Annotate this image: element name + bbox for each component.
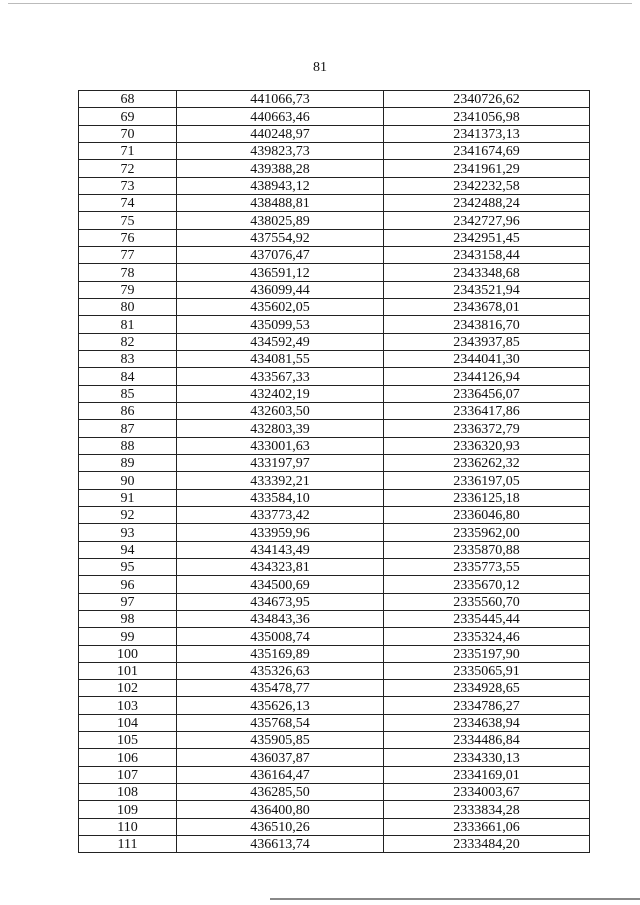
x-coordinate-cell: 435602,05 xyxy=(177,298,384,315)
x-coordinate-cell: 435008,74 xyxy=(177,628,384,645)
point-number-cell: 102 xyxy=(79,680,177,697)
x-coordinate-cell: 434592,49 xyxy=(177,333,384,350)
table-row xyxy=(79,229,590,246)
table-row xyxy=(79,610,590,627)
point-number-cell: 80 xyxy=(79,298,177,315)
point-number-cell: 72 xyxy=(79,160,177,177)
table-row xyxy=(79,454,590,471)
table-row xyxy=(79,680,590,697)
point-number-cell: 81 xyxy=(79,316,177,333)
table-row xyxy=(79,194,590,211)
x-coordinate-cell: 436591,12 xyxy=(177,264,384,281)
y-coordinate-cell: 2333484,20 xyxy=(384,836,590,853)
page-number: 81 xyxy=(313,60,327,75)
y-coordinate-cell: 2335670,12 xyxy=(384,576,590,593)
table-row xyxy=(79,766,590,783)
y-coordinate-cell: 2340726,62 xyxy=(384,91,590,108)
table-row xyxy=(79,316,590,333)
y-coordinate-cell: 2342232,58 xyxy=(384,177,590,194)
table-row xyxy=(79,558,590,575)
point-number-cell: 100 xyxy=(79,645,177,662)
point-number-cell: 110 xyxy=(79,818,177,835)
y-coordinate-cell: 2342727,96 xyxy=(384,212,590,229)
y-coordinate-cell: 2343937,85 xyxy=(384,333,590,350)
table-row xyxy=(79,298,590,315)
x-coordinate-cell: 437554,92 xyxy=(177,229,384,246)
point-number-cell: 69 xyxy=(79,108,177,125)
x-coordinate-cell: 440248,97 xyxy=(177,125,384,142)
x-coordinate-cell: 434323,81 xyxy=(177,558,384,575)
point-number-cell: 106 xyxy=(79,749,177,766)
table-row xyxy=(79,697,590,714)
y-coordinate-cell: 2335560,70 xyxy=(384,593,590,610)
point-number-cell: 93 xyxy=(79,524,177,541)
point-number-cell: 86 xyxy=(79,402,177,419)
x-coordinate-cell: 434843,36 xyxy=(177,610,384,627)
point-number-cell: 105 xyxy=(79,732,177,749)
point-number-cell: 103 xyxy=(79,697,177,714)
y-coordinate-cell: 2344041,30 xyxy=(384,350,590,367)
table-row xyxy=(79,420,590,437)
x-coordinate-cell: 438488,81 xyxy=(177,194,384,211)
x-coordinate-cell: 432603,50 xyxy=(177,402,384,419)
y-coordinate-cell: 2336125,18 xyxy=(384,489,590,506)
coordinates-table xyxy=(78,90,590,853)
point-number-cell: 79 xyxy=(79,281,177,298)
x-coordinate-cell: 433197,97 xyxy=(177,454,384,471)
point-number-cell: 70 xyxy=(79,125,177,142)
table-row xyxy=(79,264,590,281)
point-number-cell: 68 xyxy=(79,91,177,108)
point-number-cell: 85 xyxy=(79,385,177,402)
x-coordinate-cell: 432402,19 xyxy=(177,385,384,402)
x-coordinate-cell: 435478,77 xyxy=(177,680,384,697)
y-coordinate-cell: 2336320,93 xyxy=(384,437,590,454)
x-coordinate-cell: 440663,46 xyxy=(177,108,384,125)
x-coordinate-cell: 435768,54 xyxy=(177,714,384,731)
y-coordinate-cell: 2335962,00 xyxy=(384,524,590,541)
x-coordinate-cell: 434143,49 xyxy=(177,541,384,558)
point-number-cell: 71 xyxy=(79,142,177,159)
y-coordinate-cell: 2336046,80 xyxy=(384,506,590,523)
y-coordinate-cell: 2334330,13 xyxy=(384,749,590,766)
x-coordinate-cell: 435169,89 xyxy=(177,645,384,662)
y-coordinate-cell: 2341373,13 xyxy=(384,125,590,142)
point-number-cell: 107 xyxy=(79,766,177,783)
x-coordinate-cell: 433773,42 xyxy=(177,506,384,523)
x-coordinate-cell: 435099,53 xyxy=(177,316,384,333)
x-coordinate-cell: 435626,13 xyxy=(177,697,384,714)
table-row xyxy=(79,801,590,818)
point-number-cell: 98 xyxy=(79,610,177,627)
y-coordinate-cell: 2335445,44 xyxy=(384,610,590,627)
point-number-cell: 87 xyxy=(79,420,177,437)
y-coordinate-cell: 2336456,07 xyxy=(384,385,590,402)
point-number-cell: 94 xyxy=(79,541,177,558)
table-row xyxy=(79,91,590,108)
table-row xyxy=(79,368,590,385)
x-coordinate-cell: 432803,39 xyxy=(177,420,384,437)
y-coordinate-cell: 2343678,01 xyxy=(384,298,590,315)
table-row xyxy=(79,142,590,159)
y-coordinate-cell: 2343521,94 xyxy=(384,281,590,298)
x-coordinate-cell: 433567,33 xyxy=(177,368,384,385)
point-number-cell: 97 xyxy=(79,593,177,610)
x-coordinate-cell: 436099,44 xyxy=(177,281,384,298)
table-row xyxy=(79,645,590,662)
table-row xyxy=(79,593,590,610)
x-coordinate-cell: 437076,47 xyxy=(177,246,384,263)
x-coordinate-cell: 436400,80 xyxy=(177,801,384,818)
table-row xyxy=(79,836,590,853)
point-number-cell: 92 xyxy=(79,506,177,523)
scan-edge-top xyxy=(8,3,632,4)
table-row xyxy=(79,818,590,835)
coordinates-table-body xyxy=(79,91,590,853)
table-row xyxy=(79,177,590,194)
point-number-cell: 101 xyxy=(79,662,177,679)
table-row xyxy=(79,281,590,298)
x-coordinate-cell: 434081,55 xyxy=(177,350,384,367)
x-coordinate-cell: 435326,63 xyxy=(177,662,384,679)
x-coordinate-cell: 435905,85 xyxy=(177,732,384,749)
y-coordinate-cell: 2336197,05 xyxy=(384,472,590,489)
x-coordinate-cell: 434500,69 xyxy=(177,576,384,593)
table-row xyxy=(79,732,590,749)
table-row xyxy=(79,576,590,593)
point-number-cell: 77 xyxy=(79,246,177,263)
point-number-cell: 75 xyxy=(79,212,177,229)
y-coordinate-cell: 2335870,88 xyxy=(384,541,590,558)
y-coordinate-cell: 2344126,94 xyxy=(384,368,590,385)
x-coordinate-cell: 439823,73 xyxy=(177,142,384,159)
table-row xyxy=(79,749,590,766)
point-number-cell: 74 xyxy=(79,194,177,211)
table-row xyxy=(79,524,590,541)
point-number-cell: 108 xyxy=(79,784,177,801)
table-row xyxy=(79,506,590,523)
x-coordinate-cell: 438943,12 xyxy=(177,177,384,194)
point-number-cell: 83 xyxy=(79,350,177,367)
y-coordinate-cell: 2334928,65 xyxy=(384,680,590,697)
point-number-cell: 104 xyxy=(79,714,177,731)
point-number-cell: 90 xyxy=(79,472,177,489)
y-coordinate-cell: 2343158,44 xyxy=(384,246,590,263)
x-coordinate-cell: 433959,96 xyxy=(177,524,384,541)
y-coordinate-cell: 2334786,27 xyxy=(384,697,590,714)
table-row xyxy=(79,108,590,125)
y-coordinate-cell: 2335197,90 xyxy=(384,645,590,662)
table-row xyxy=(79,437,590,454)
point-number-cell: 91 xyxy=(79,489,177,506)
table-row xyxy=(79,784,590,801)
table-row xyxy=(79,402,590,419)
y-coordinate-cell: 2341056,98 xyxy=(384,108,590,125)
point-number-cell: 89 xyxy=(79,454,177,471)
scan-edge-bottom xyxy=(270,898,640,900)
point-number-cell: 84 xyxy=(79,368,177,385)
point-number-cell: 82 xyxy=(79,333,177,350)
table-row xyxy=(79,662,590,679)
y-coordinate-cell: 2335773,55 xyxy=(384,558,590,575)
table-row xyxy=(79,541,590,558)
table-row xyxy=(79,628,590,645)
x-coordinate-cell: 436164,47 xyxy=(177,766,384,783)
table-row xyxy=(79,489,590,506)
y-coordinate-cell: 2333834,28 xyxy=(384,801,590,818)
y-coordinate-cell: 2336417,86 xyxy=(384,402,590,419)
y-coordinate-cell: 2334003,67 xyxy=(384,784,590,801)
x-coordinate-cell: 436285,50 xyxy=(177,784,384,801)
point-number-cell: 99 xyxy=(79,628,177,645)
x-coordinate-cell: 438025,89 xyxy=(177,212,384,229)
table-row xyxy=(79,714,590,731)
y-coordinate-cell: 2342951,45 xyxy=(384,229,590,246)
x-coordinate-cell: 436037,87 xyxy=(177,749,384,766)
point-number-cell: 96 xyxy=(79,576,177,593)
x-coordinate-cell: 434673,95 xyxy=(177,593,384,610)
point-number-cell: 111 xyxy=(79,836,177,853)
y-coordinate-cell: 2343348,68 xyxy=(384,264,590,281)
table-row xyxy=(79,385,590,402)
x-coordinate-cell: 441066,73 xyxy=(177,91,384,108)
table-row xyxy=(79,160,590,177)
x-coordinate-cell: 439388,28 xyxy=(177,160,384,177)
x-coordinate-cell: 436613,74 xyxy=(177,836,384,853)
y-coordinate-cell: 2335065,91 xyxy=(384,662,590,679)
point-number-cell: 78 xyxy=(79,264,177,281)
table-row xyxy=(79,212,590,229)
x-coordinate-cell: 436510,26 xyxy=(177,818,384,835)
y-coordinate-cell: 2336372,79 xyxy=(384,420,590,437)
point-number-cell: 88 xyxy=(79,437,177,454)
x-coordinate-cell: 433392,21 xyxy=(177,472,384,489)
y-coordinate-cell: 2333661,06 xyxy=(384,818,590,835)
y-coordinate-cell: 2341961,29 xyxy=(384,160,590,177)
table-row xyxy=(79,125,590,142)
x-coordinate-cell: 433001,63 xyxy=(177,437,384,454)
table-row xyxy=(79,472,590,489)
y-coordinate-cell: 2335324,46 xyxy=(384,628,590,645)
point-number-cell: 76 xyxy=(79,229,177,246)
point-number-cell: 73 xyxy=(79,177,177,194)
x-coordinate-cell: 433584,10 xyxy=(177,489,384,506)
table-row xyxy=(79,350,590,367)
y-coordinate-cell: 2336262,32 xyxy=(384,454,590,471)
y-coordinate-cell: 2342488,24 xyxy=(384,194,590,211)
y-coordinate-cell: 2341674,69 xyxy=(384,142,590,159)
y-coordinate-cell: 2334638,94 xyxy=(384,714,590,731)
table-row xyxy=(79,246,590,263)
y-coordinate-cell: 2334169,01 xyxy=(384,766,590,783)
table-row xyxy=(79,333,590,350)
y-coordinate-cell: 2334486,84 xyxy=(384,732,590,749)
y-coordinate-cell: 2343816,70 xyxy=(384,316,590,333)
point-number-cell: 109 xyxy=(79,801,177,818)
point-number-cell: 95 xyxy=(79,558,177,575)
